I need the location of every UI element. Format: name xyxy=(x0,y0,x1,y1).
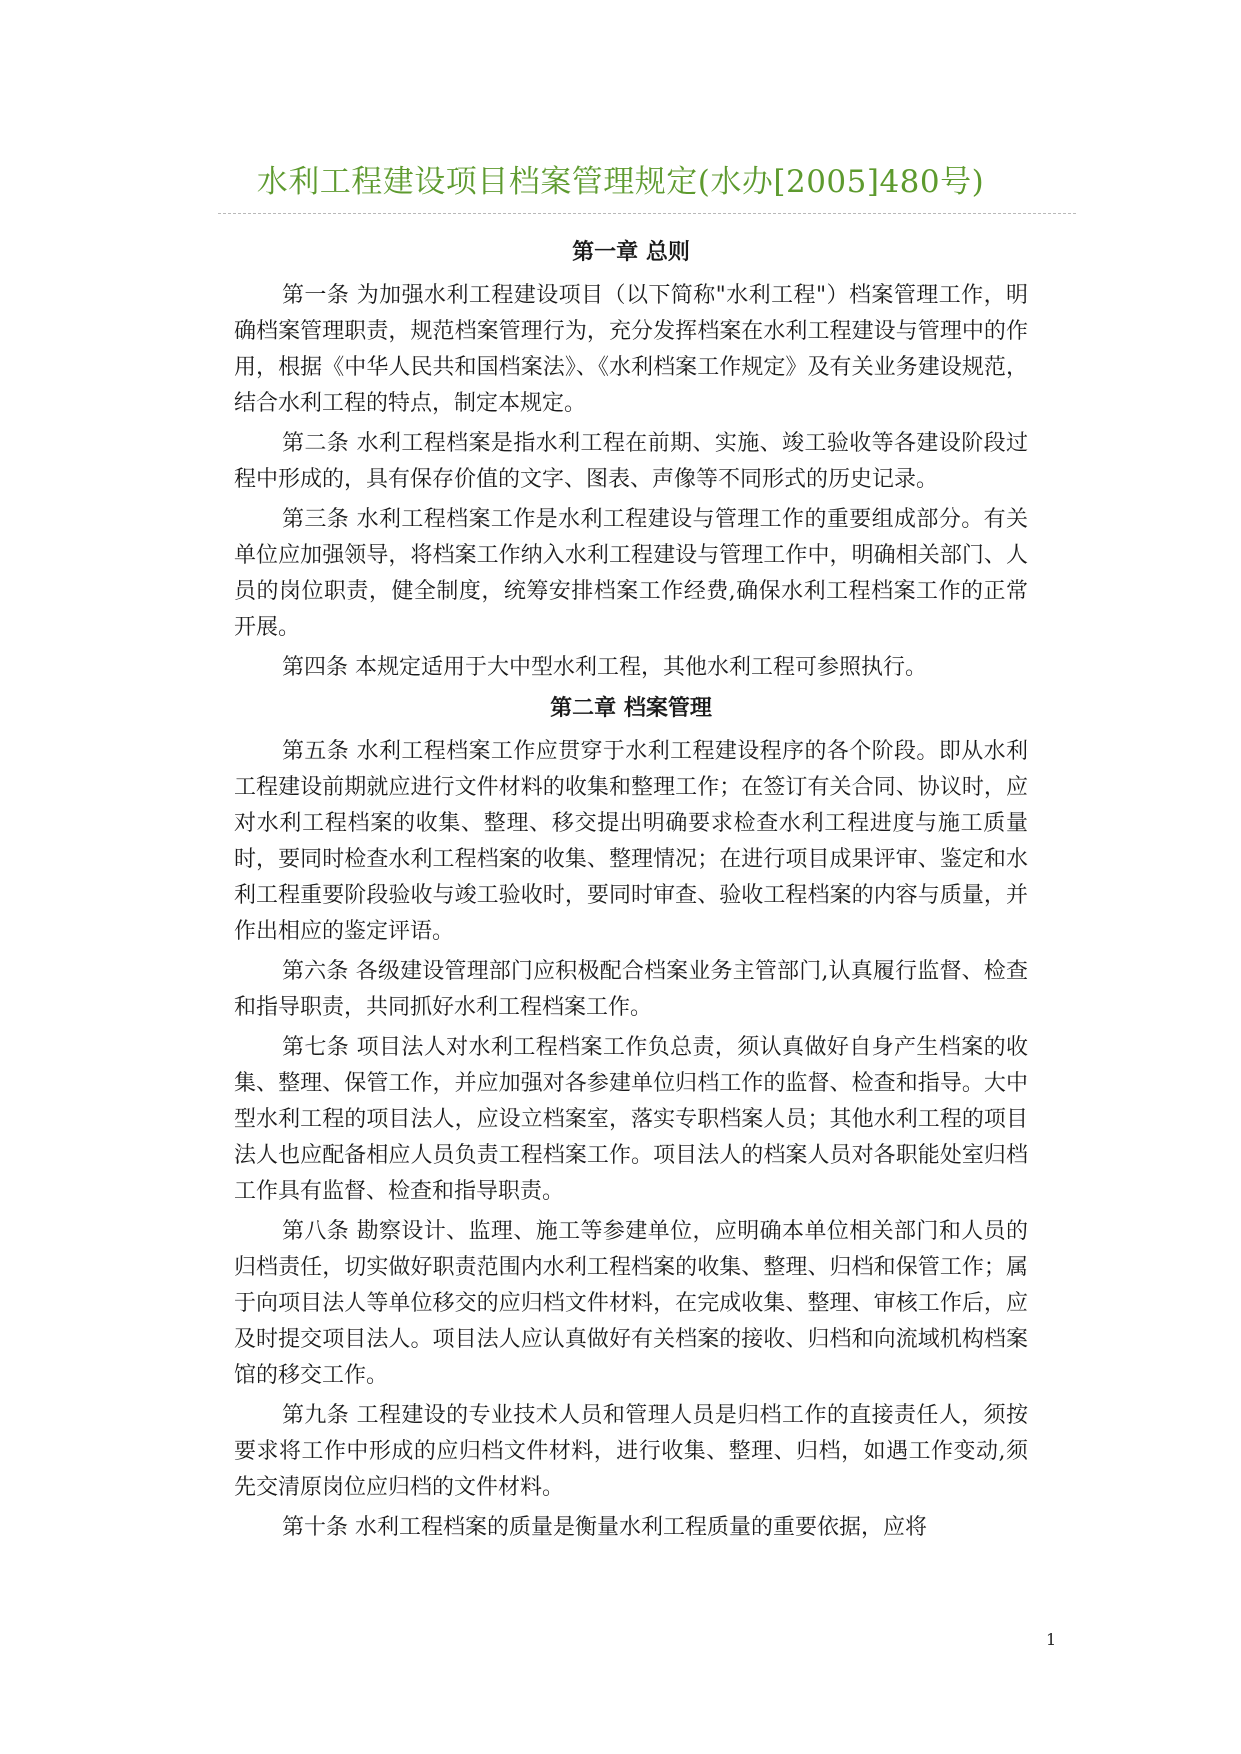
title-divider xyxy=(218,213,1076,214)
article-7: 第七条 项目法人对水利工程档案工作负总责，须认真做好自身产生档案的收集、整理、保管工作，并应加强对各参建单位归档工作的监督、检查和指导。大中型水利工程的项目法人，应设立档案室，落实专职档案人员；其他水利工程的项目法人也应配备相应人员负责工程档案工作。项目法人的档案人员对各职能处室归档工作具有监督、检查和指导职责。 xyxy=(234,1035,1028,1204)
chapter-heading-1: 第一章 总则 xyxy=(572,240,690,265)
article-5: 第五条 水利工程档案工作应贯穿于水利工程建设程序的各个阶段。即从水利工程建设前期就应进行文件材料的收集和整理工作；在签订有关合同、协议时，应对水利工程档案的收集、整理、移交提出明确要求检查水利工程进度与施工质量时，要同时检查水利工程档案的收集、整理情况；在进行项目成果评审、鉴定和水利工程重要阶段验收与竣工验收时，要同时审查、验收工程档案的内容与质量，并作出相应的鉴定评语。 xyxy=(234,739,1028,944)
article-10: 第十条 水利工程档案的质量是衡量水利工程质量的重要依据，应将 xyxy=(282,1515,927,1540)
document-body xyxy=(234,236,1028,1550)
article-6: 第六条 各级建设管理部门应积极配合档案业务主管部门,认真履行监督、检查和指导职责，共同抓好水利工程档案工作。 xyxy=(234,959,1028,1020)
page-number: 1 xyxy=(1046,1630,1057,1649)
article-1: 第一条 为加强水利工程建设项目（以下简称"水利工程"）档案管理工作，明确档案管理职责，规范档案管理行为，充分发挥档案在水利工程建设与管理中的作用，根据《中华人民共和国档案法》、《水利档案工作规定》及有关业务建设规范，结合水利工程的特点，制定本规定。 xyxy=(234,283,1028,416)
article-9: 第九条 工程建设的专业技术人员和管理人员是归档工作的直接责任人，须按要求将工作中形成的应归档文件材料，进行收集、整理、归档，如遇工作变动,须先交清原岗位应归档的文件材料。 xyxy=(234,1403,1028,1500)
article-4: 第四条 本规定适用于大中型水利工程，其他水利工程可参照执行。 xyxy=(282,655,927,680)
chapter-heading-2: 第二章 档案管理 xyxy=(550,696,712,721)
article-3: 第三条 水利工程档案工作是水利工程建设与管理工作的重要组成部分。有关单位应加强领导，将档案工作纳入水利工程建设与管理工作中，明确相关部门、人员的岗位职责，健全制度，统筹安排档案工作经费,确保水利工程档案工作的正常开展。 xyxy=(234,507,1028,640)
document-title: 水利工程建设项目档案管理规定(水办[2005]480号) xyxy=(256,164,985,200)
article-2: 第二条 水利工程档案是指水利工程在前期、实施、竣工验收等各建设阶段过程中形成的，具有保存价值的文字、图表、声像等不同形式的历史记录。 xyxy=(234,431,1028,492)
article-8: 第八条 勘察设计、监理、施工等参建单位，应明确本单位相关部门和人员的归档责任，切实做好职责范围内水利工程档案的收集、整理、归档和保管工作；属于向项目法人等单位移交的应归档文件材料，在完成收集、整理、审核工作后，应及时提交项目法人。项目法人应认真做好有关档案的接收、归档和向流域机构档案馆的移交工作。 xyxy=(234,1219,1028,1388)
